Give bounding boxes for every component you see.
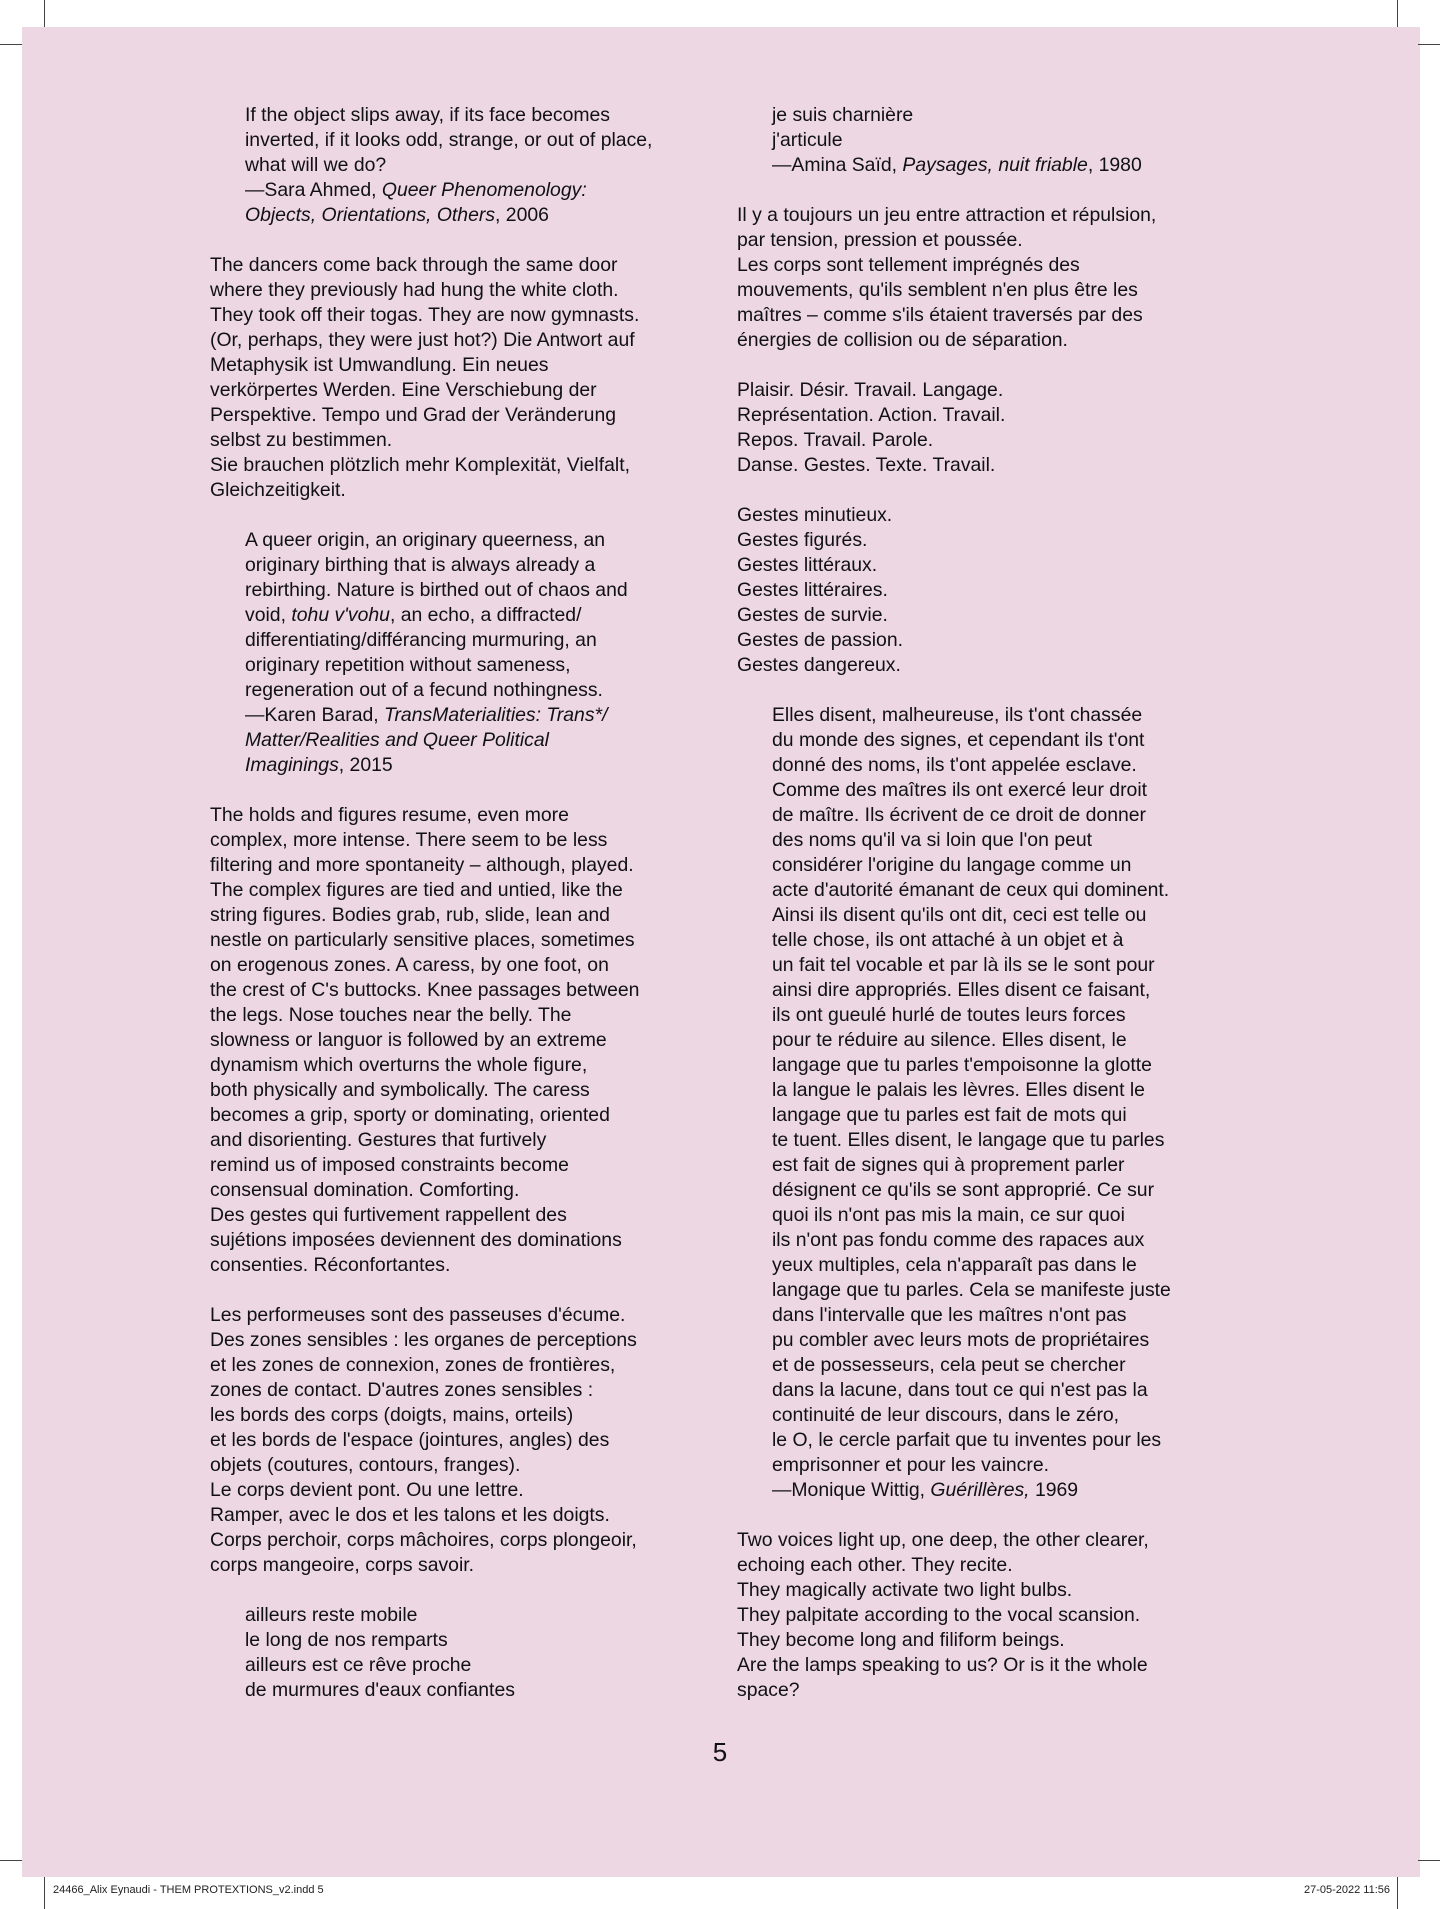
text-line: te tuent. Elles disent, le langage que tu parles bbox=[772, 1129, 1165, 1151]
attribution-title: Imaginings bbox=[245, 754, 339, 776]
text-line: langage que tu parles. Cela se manifeste juste bbox=[772, 1279, 1171, 1301]
text-line: Les corps sont tellement imprégnés des bbox=[737, 254, 1080, 276]
text-line: space? bbox=[737, 1679, 800, 1701]
text-line: The dancers come back through the same door bbox=[210, 254, 618, 276]
crop-mark bbox=[0, 44, 22, 45]
crop-mark bbox=[1397, 1877, 1398, 1909]
attribution-author: —Monique Wittig, bbox=[772, 1479, 931, 1501]
text-line: Corps perchoir, corps mâchoires, corps plongeoir, bbox=[210, 1529, 637, 1551]
text-line: Danse. Gestes. Texte. Travail. bbox=[737, 454, 996, 476]
text-run: , an echo, a diffracted/ bbox=[389, 604, 582, 626]
paragraph bbox=[210, 253, 730, 503]
text-line: Représentation. Action. Travail. bbox=[737, 404, 1006, 426]
right-text-column bbox=[737, 103, 1257, 1703]
slug-date: 27-05-2022 11:56 bbox=[1303, 1884, 1390, 1896]
text-line: des noms qu'il va si loin que l'on peut bbox=[772, 829, 1093, 851]
text-line: Le corps devient pont. Ou une lettre. bbox=[210, 1479, 524, 1501]
attribution-author: —Sara Ahmed, bbox=[245, 179, 382, 201]
paragraph bbox=[737, 378, 1257, 478]
quote-attribution bbox=[772, 1478, 1257, 1503]
attribution-title: Objects, Orientations, Others bbox=[245, 204, 496, 226]
text-line: complex, more intense. There seem to be less bbox=[210, 829, 608, 851]
text-line: donné des noms, ils t'ont appelée esclave. bbox=[772, 754, 1137, 776]
text-line: consensual domination. Comforting. bbox=[210, 1179, 520, 1201]
text-line: Repos. Travail. Parole. bbox=[737, 429, 934, 451]
block-quote bbox=[737, 703, 1257, 1503]
text-line: (Or, perhaps, they were just hot?) Die Antwort auf bbox=[210, 329, 635, 351]
quote-attribution bbox=[245, 178, 730, 203]
text-line: par tension, pression et poussée. bbox=[737, 229, 1023, 251]
text-line: Ramper, avec le dos et les talons et les doigts. bbox=[210, 1504, 610, 1526]
attribution-author: —Amina Saïd, bbox=[772, 154, 903, 176]
text-line: corps mangeoire, corps savoir. bbox=[210, 1554, 475, 1576]
text-line: Gestes minutieux. bbox=[737, 504, 893, 526]
text-line: j'articule bbox=[772, 129, 843, 151]
text-line: ailleurs reste mobile bbox=[245, 1604, 418, 1626]
text-line: Metaphysik ist Umwandlung. Ein neues bbox=[210, 354, 549, 376]
attribution-year: 1969 bbox=[1029, 1479, 1079, 1501]
text-line: A queer origin, an originary queerness, an bbox=[245, 529, 606, 551]
text-line: verkörpertes Werden. Eine Verschiebung der bbox=[210, 379, 597, 401]
text-line: zones de contact. D'autres zones sensibles : bbox=[210, 1379, 594, 1401]
text-line: et les bords de l'espace (jointures, angles) des bbox=[210, 1429, 610, 1451]
text-line: Plaisir. Désir. Travail. Langage. bbox=[737, 379, 1004, 401]
text-line: Sie brauchen plötzlich mehr Komplexität, Vielfalt, bbox=[210, 454, 630, 476]
text-line: maîtres – comme s'ils étaient traversés par des bbox=[737, 304, 1143, 326]
attribution-year: , 2006 bbox=[495, 204, 549, 226]
text-line: the crest of C's buttocks. Knee passages between bbox=[210, 979, 640, 1001]
text-line: de murmures d'eaux confiantes bbox=[245, 1679, 515, 1701]
text-line: pu combler avec leurs mots de propriétaires bbox=[772, 1329, 1150, 1351]
quote-attribution bbox=[245, 203, 730, 228]
attribution-year: , 1980 bbox=[1087, 154, 1142, 176]
paragraph bbox=[210, 803, 730, 1278]
text-line: differentiating/différancing murmuring, an bbox=[245, 629, 597, 651]
text-line: rebirthing. Nature is birthed out of chaos and bbox=[245, 579, 628, 601]
italic-term: tohu v'vohu bbox=[291, 604, 390, 626]
text-line: Comme des maîtres ils ont exercé leur droit bbox=[772, 779, 1148, 801]
text-line: regeneration out of a fecund nothingness. bbox=[245, 679, 603, 701]
text-line: originary birthing that is always already a bbox=[245, 554, 596, 576]
text-line: If the object slips away, if its face becomes bbox=[245, 104, 610, 126]
text-line: je suis charnière bbox=[772, 104, 914, 126]
text-line: langage que tu parles t'empoisonne la glotte bbox=[772, 1054, 1152, 1076]
text-line: echoing each other. They recite. bbox=[737, 1554, 1013, 1576]
quote-attribution bbox=[245, 703, 730, 728]
attribution-title: Matter/Realities and Queer Political bbox=[245, 729, 549, 751]
text-line: They magically activate two light bulbs. bbox=[737, 1579, 1073, 1601]
text-line: Gestes littéraires. bbox=[737, 579, 888, 601]
text-line: ils n'ont pas fondu comme des rapaces aux bbox=[772, 1229, 1145, 1251]
text-line: nestle on particularly sensitive places, sometimes bbox=[210, 929, 635, 951]
text-line: inverted, if it looks odd, strange, or out of place, bbox=[245, 129, 653, 151]
text-line: They took off their togas. They are now gymnasts. bbox=[210, 304, 640, 326]
text-line: sujétions imposées deviennent des dominations bbox=[210, 1229, 622, 1251]
text-line: and disorienting. Gestures that furtively bbox=[210, 1129, 547, 1151]
text-line: mouvements, qu'ils semblent n'en plus être les bbox=[737, 279, 1138, 301]
crop-mark bbox=[1418, 44, 1440, 45]
block-quote bbox=[210, 103, 730, 228]
paragraph bbox=[737, 503, 1257, 678]
crop-mark bbox=[1418, 1860, 1440, 1861]
text-line: Gestes de survie. bbox=[737, 604, 888, 626]
text-line: both physically and symbolically. The caress bbox=[210, 1079, 590, 1101]
text-line: est fait de signes qui à proprement parler bbox=[772, 1154, 1125, 1176]
attribution-title: Queer Phenomenology: bbox=[381, 179, 587, 201]
text-line: pour te réduire au silence. Elles disent, le bbox=[772, 1029, 1127, 1051]
text-line: The holds and figures resume, even more bbox=[210, 804, 569, 826]
text-line: Des zones sensibles : les organes de perceptions bbox=[210, 1329, 637, 1351]
text-run: void, bbox=[245, 604, 292, 626]
quote-attribution bbox=[245, 753, 730, 778]
text-line: acte d'autorité émanant de ceux qui dominent. bbox=[772, 879, 1170, 901]
text-line: langage que tu parles est fait de mots qui bbox=[772, 1104, 1127, 1126]
text-line: Gleichzeitigkeit. bbox=[210, 479, 346, 501]
text-line: Les performeuses sont des passeuses d'écume. bbox=[210, 1304, 626, 1326]
text-line: ils ont gueulé hurlé de toutes leurs forces bbox=[772, 1004, 1126, 1026]
quote-attribution bbox=[772, 153, 1257, 178]
text-line bbox=[245, 603, 730, 628]
text-line: selbst zu bestimmen. bbox=[210, 429, 393, 451]
text-line: consenties. Réconfortantes. bbox=[210, 1254, 451, 1276]
text-line: du monde des signes, et cependant ils t'ont bbox=[772, 729, 1145, 751]
paragraph bbox=[737, 203, 1257, 353]
text-line: string figures. Bodies grab, rub, slide, lean and bbox=[210, 904, 610, 926]
text-line: emprisonner et pour les vaincre. bbox=[772, 1454, 1049, 1476]
text-line: where they previously had hung the white cloth. bbox=[210, 279, 619, 301]
text-line: Gestes dangereux. bbox=[737, 654, 901, 676]
text-line: le long de nos remparts bbox=[245, 1629, 448, 1651]
crop-mark bbox=[44, 1877, 45, 1909]
text-line: remind us of imposed constraints become bbox=[210, 1154, 569, 1176]
text-line: They palpitate according to the vocal scansion. bbox=[737, 1604, 1141, 1626]
attribution-title: TransMaterialities: Trans*/ bbox=[384, 704, 608, 726]
text-line: Gestes figurés. bbox=[737, 529, 868, 551]
text-line: la langue le palais les lèvres. Elles disent le bbox=[772, 1079, 1145, 1101]
page-number: 5 bbox=[712, 1737, 728, 1767]
text-line: énergies de collision ou de séparation. bbox=[737, 329, 1068, 351]
text-line: filtering and more spontaneity – although, played. bbox=[210, 854, 634, 876]
text-line: ainsi dire appropriés. Elles disent ce faisant, bbox=[772, 979, 1151, 1001]
text-line: dynamism which overturns the whole figure, bbox=[210, 1054, 588, 1076]
text-line: Il y a toujours un jeu entre attraction et répulsion, bbox=[737, 204, 1157, 226]
text-line: Are the lamps speaking to us? Or is it the whole bbox=[737, 1654, 1148, 1676]
attribution-year: , 2015 bbox=[338, 754, 393, 776]
block-quote bbox=[210, 1603, 730, 1703]
text-line: et les zones de connexion, zones de frontières, bbox=[210, 1354, 616, 1376]
text-line: un fait tel vocable et par là ils se le sont pour bbox=[772, 954, 1155, 976]
text-line: on erogenous zones. A caress, by one foot, on bbox=[210, 954, 609, 976]
text-line: slowness or languor is followed by an extreme bbox=[210, 1029, 607, 1051]
crop-mark bbox=[0, 1860, 22, 1861]
text-line: dans l'intervalle que les maîtres n'ont pas bbox=[772, 1304, 1127, 1326]
paragraph bbox=[210, 1303, 730, 1578]
text-line: the legs. Nose touches near the belly. The bbox=[210, 1004, 572, 1026]
text-line: Perspektive. Tempo und Grad der Veränderung bbox=[210, 404, 617, 426]
attribution-author: —Karen Barad, bbox=[245, 704, 385, 726]
text-line: The complex figures are tied and untied, like the bbox=[210, 879, 623, 901]
text-line: They become long and filiform beings. bbox=[737, 1629, 1065, 1651]
text-line: de maître. Ils écrivent de ce droit de donner bbox=[772, 804, 1147, 826]
slug-file-info: 24466_Alix Eynaudi - THEM PROTEXTIONS_v2.indd 5 bbox=[53, 1884, 324, 1896]
text-line: Ainsi ils disent qu'ils ont dit, ceci est telle ou bbox=[772, 904, 1147, 926]
text-line: ailleurs est ce rêve proche bbox=[245, 1654, 472, 1676]
text-line: telle chose, ils ont attaché à un objet et à bbox=[772, 929, 1124, 951]
text-line: originary repetition without sameness, bbox=[245, 654, 571, 676]
crop-mark bbox=[1397, 0, 1398, 27]
text-line: continuité de leur discours, dans le zéro, bbox=[772, 1404, 1120, 1426]
text-line: Elles disent, malheureuse, ils t'ont chassée bbox=[772, 704, 1143, 726]
text-line: dans la lacune, dans tout ce qui n'est pas la bbox=[772, 1379, 1148, 1401]
text-line: le O, le cercle parfait que tu inventes pour les bbox=[772, 1429, 1162, 1451]
text-line: considérer l'origine du langage comme un bbox=[772, 854, 1132, 876]
block-quote bbox=[737, 103, 1257, 178]
text-line: Gestes de passion. bbox=[737, 629, 903, 651]
text-line: yeux multiples, cela n'apparaît pas dans le bbox=[772, 1254, 1137, 1276]
crop-mark bbox=[44, 0, 45, 27]
attribution-title: Paysages, nuit friable bbox=[902, 154, 1088, 176]
paragraph bbox=[737, 1528, 1257, 1703]
text-line: quoi ils n'ont pas mis la main, ce sur quoi bbox=[772, 1204, 1125, 1226]
attribution-title: Guérillères, bbox=[930, 1479, 1030, 1501]
text-line: et de possesseurs, cela peut se chercher bbox=[772, 1354, 1126, 1376]
text-line: what will we do? bbox=[245, 154, 387, 176]
quote-attribution bbox=[245, 728, 730, 753]
left-text-column bbox=[210, 103, 730, 1703]
text-line: Gestes littéraux. bbox=[737, 554, 878, 576]
text-line: becomes a grip, sporty or dominating, oriented bbox=[210, 1104, 610, 1126]
block-quote bbox=[210, 528, 730, 778]
text-line: désignent ce qu'ils se sont approprié. Ce sur bbox=[772, 1179, 1155, 1201]
text-line: objets (coutures, contours, franges). bbox=[210, 1454, 521, 1476]
text-line: les bords des corps (doigts, mains, orteils) bbox=[210, 1404, 574, 1426]
text-line: Des gestes qui furtivement rappellent des bbox=[210, 1204, 567, 1226]
text-line: Two voices light up, one deep, the other clearer, bbox=[737, 1529, 1149, 1551]
